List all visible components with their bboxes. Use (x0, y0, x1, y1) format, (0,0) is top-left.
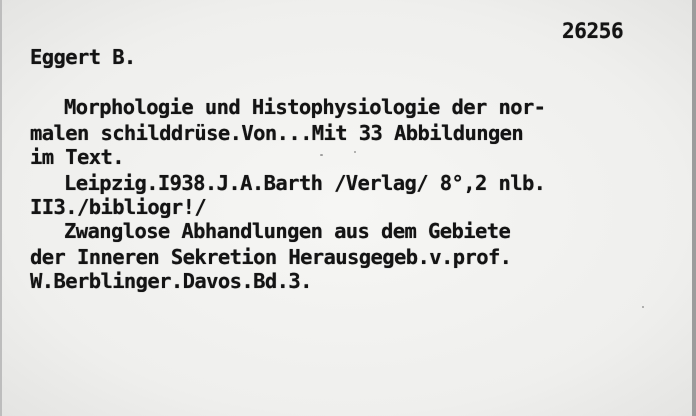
series-line-3: W.Berblinger.Davos.Bd.3. (30, 269, 312, 293)
imprint-line-1: Leipzig.I938.J.A.Barth /Verlag/ 8°,2 nlb. (64, 171, 546, 195)
imprint-line-2: II3./bibliogr!/ (30, 195, 207, 219)
catalog-number: 26256 (562, 19, 624, 43)
series-line-1: Zwanglose Abhandlungen aus dem Gebiete (64, 219, 511, 243)
paper-speck (320, 154, 323, 156)
author-heading: Eggert B. (30, 45, 136, 69)
paper-speck (354, 151, 356, 153)
title-line-2: malen schilddrüse.Von...Mit 33 Abbildungen (30, 121, 524, 145)
title-line-1: Morphologie und Histophysiologie der nor- (64, 95, 546, 119)
series-line-2: der Inneren Sekretion Herausgegeb.v.prof. (30, 245, 512, 269)
title-line-3: im Text. (30, 145, 124, 169)
paper-speck (642, 306, 644, 308)
